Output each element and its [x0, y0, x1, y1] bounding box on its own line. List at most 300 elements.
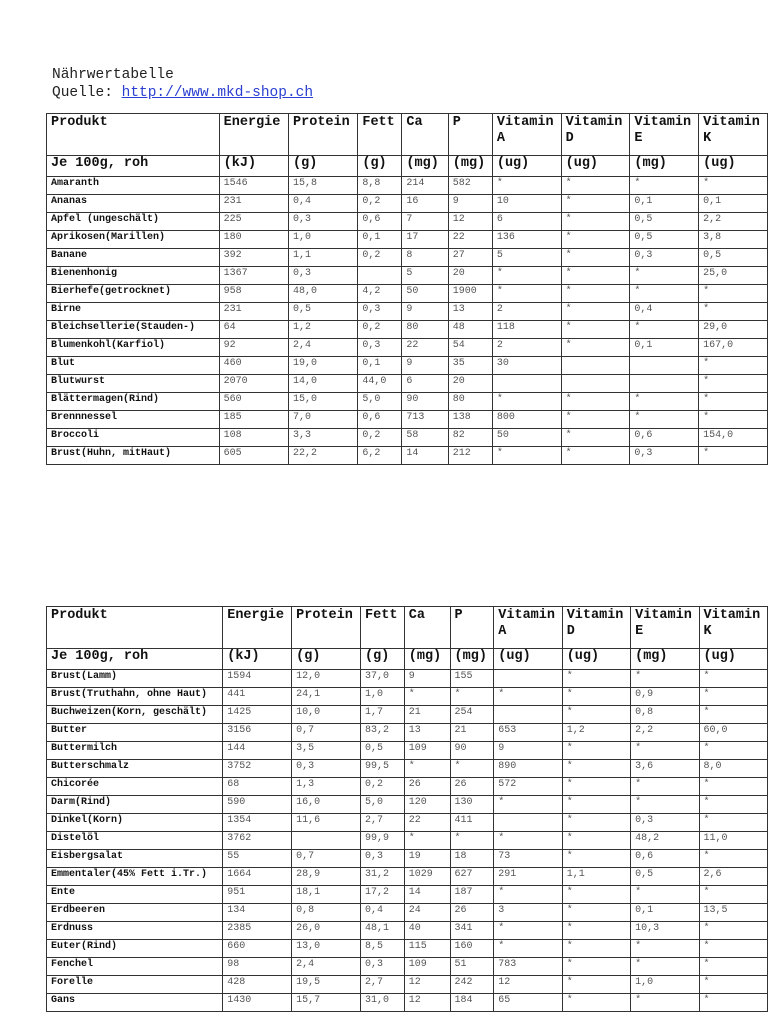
column-unit-vitamin-e: (mg) — [631, 649, 699, 670]
cell-vitamin-a: 572 — [494, 778, 562, 796]
cell-protein: 7,0 — [289, 411, 358, 429]
table-row — [47, 357, 768, 375]
table-row — [47, 447, 768, 465]
cell-vitamin-k: * — [699, 688, 768, 706]
column-unit-p: (mg) — [450, 649, 494, 670]
cell-vitamin-a: 118 — [492, 321, 561, 339]
cell-protein: 15,0 — [289, 393, 358, 411]
header-row-units — [47, 156, 768, 177]
cell-vitamin-a: 5 — [492, 249, 561, 267]
cell-vitamin-d: * — [562, 904, 630, 922]
cell-vitamin-e: * — [631, 994, 699, 1012]
cell-protein: 16,0 — [292, 796, 361, 814]
cell-fett: 2,7 — [361, 976, 405, 994]
column-unit-vitamin-d: (ug) — [562, 649, 630, 670]
cell-vitamin-e: 48,2 — [631, 832, 699, 850]
table-row — [47, 742, 768, 760]
table-row — [47, 994, 768, 1012]
cell-vitamin-e: 0,1 — [630, 339, 699, 357]
cell-vitamin-e — [630, 375, 699, 393]
table-row — [47, 249, 768, 267]
column-unit-vitamin-k: (ug) — [699, 156, 768, 177]
cell-fett: 1,0 — [361, 688, 405, 706]
cell-p: * — [450, 832, 494, 850]
cell-vitamin-d — [561, 357, 630, 375]
cell-vitamin-k: 13,5 — [699, 904, 768, 922]
cell-vitamin-e: * — [630, 285, 699, 303]
cell-energie: 605 — [219, 447, 288, 465]
cell-vitamin-d: * — [561, 447, 630, 465]
cell-energie: 951 — [223, 886, 292, 904]
cell-ca: 50 — [402, 285, 448, 303]
table-row — [47, 429, 768, 447]
cell-energie: 441 — [223, 688, 292, 706]
cell-vitamin-d: * — [561, 231, 630, 249]
cell-vitamin-k: 0,5 — [699, 249, 768, 267]
column-unit-vitamin-e: (mg) — [630, 156, 699, 177]
cell-energie: 1546 — [219, 177, 288, 195]
column-header-vitamin-d: Vitamin D — [561, 114, 630, 156]
cell-ca: 21 — [404, 706, 450, 724]
column-header-vitamin-a: Vitamin A — [492, 114, 561, 156]
cell-vitamin-a: * — [494, 796, 562, 814]
cell-vitamin-e: 10,3 — [631, 922, 699, 940]
cell-ca: 16 — [402, 195, 448, 213]
cell-vitamin-e: 1,0 — [631, 976, 699, 994]
column-header-energie: Energie — [223, 607, 292, 649]
cell-vitamin-e: 3,6 — [631, 760, 699, 778]
table-row — [47, 411, 768, 429]
cell-p: 18 — [450, 850, 494, 868]
cell-p: 26 — [450, 778, 494, 796]
cell-energie: 590 — [223, 796, 292, 814]
cell-vitamin-d: * — [562, 796, 630, 814]
cell-vitamin-a: 6 — [492, 213, 561, 231]
table-row — [47, 321, 768, 339]
cell-vitamin-e: 0,6 — [630, 429, 699, 447]
cell-produkt: Apfel (ungeschält) — [47, 213, 220, 231]
cell-energie: 428 — [223, 976, 292, 994]
cell-fett: 17,2 — [361, 886, 405, 904]
cell-produkt: Bierhefe(getrocknet) — [47, 285, 220, 303]
cell-produkt: Distelöl — [47, 832, 223, 850]
cell-produkt: Dinkel(Korn) — [47, 814, 223, 832]
cell-vitamin-k: * — [699, 994, 768, 1012]
cell-ca: 7 — [402, 213, 448, 231]
cell-energie: 1425 — [223, 706, 292, 724]
cell-p: 138 — [448, 411, 492, 429]
table-row — [47, 814, 768, 832]
cell-protein: 0,5 — [289, 303, 358, 321]
cell-vitamin-d: * — [562, 994, 630, 1012]
column-header-energie: Energie — [219, 114, 288, 156]
column-unit-fett: (g) — [361, 649, 405, 670]
cell-energie: 2070 — [219, 375, 288, 393]
cell-produkt: Erdnuss — [47, 922, 223, 940]
cell-produkt: Buttermilch — [47, 742, 223, 760]
cell-protein: 13,0 — [292, 940, 361, 958]
cell-vitamin-a: 73 — [494, 850, 562, 868]
cell-vitamin-k: * — [699, 958, 768, 976]
column-unit-energie: (kJ) — [219, 156, 288, 177]
cell-vitamin-a: * — [492, 285, 561, 303]
table-row — [47, 339, 768, 357]
cell-ca: 22 — [404, 814, 450, 832]
table-row — [47, 904, 768, 922]
cell-protein: 0,4 — [289, 195, 358, 213]
cell-p: 242 — [450, 976, 494, 994]
cell-vitamin-e: 0,3 — [630, 447, 699, 465]
cell-protein: 12,0 — [292, 670, 361, 688]
cell-fett: 0,3 — [361, 850, 405, 868]
cell-vitamin-a: 30 — [492, 357, 561, 375]
cell-energie: 225 — [219, 213, 288, 231]
cell-vitamin-e: * — [631, 940, 699, 958]
cell-protein: 0,7 — [292, 850, 361, 868]
cell-ca: * — [404, 832, 450, 850]
column-unit-produkt: Je 100g, roh — [47, 649, 223, 670]
cell-energie: 2385 — [223, 922, 292, 940]
cell-vitamin-k: 60,0 — [699, 724, 768, 742]
cell-produkt: Ananas — [47, 195, 220, 213]
cell-ca: 5 — [402, 267, 448, 285]
cell-vitamin-d: * — [561, 321, 630, 339]
cell-vitamin-d: * — [562, 760, 630, 778]
cell-produkt: Blättermagen(Rind) — [47, 393, 220, 411]
cell-produkt: Bienenhonig — [47, 267, 220, 285]
cell-protein: 2,4 — [292, 958, 361, 976]
cell-ca: 6 — [402, 375, 448, 393]
cell-vitamin-d: 1,1 — [562, 868, 630, 886]
cell-vitamin-e: * — [630, 321, 699, 339]
nutrition-table-2 — [46, 606, 768, 1012]
cell-vitamin-k: * — [699, 670, 768, 688]
cell-produkt: Emmentaler(45% Fett i.Tr.) — [47, 868, 223, 886]
cell-vitamin-a: 291 — [494, 868, 562, 886]
column-unit-vitamin-d: (ug) — [561, 156, 630, 177]
cell-vitamin-e: 0,5 — [630, 231, 699, 249]
cell-vitamin-a: 136 — [492, 231, 561, 249]
cell-produkt: Brust(Huhn, mitHaut) — [47, 447, 220, 465]
cell-fett: 31,0 — [361, 994, 405, 1012]
cell-ca: 19 — [404, 850, 450, 868]
cell-vitamin-d: * — [561, 393, 630, 411]
cell-ca: 109 — [404, 958, 450, 976]
cell-fett: 48,1 — [361, 922, 405, 940]
cell-energie: 1430 — [223, 994, 292, 1012]
source-link[interactable]: http://www.mkd-shop.ch — [121, 85, 314, 101]
cell-vitamin-a: 653 — [494, 724, 562, 742]
cell-protein: 15,8 — [289, 177, 358, 195]
cell-vitamin-d — [561, 375, 630, 393]
cell-fett: 0,1 — [358, 357, 402, 375]
cell-fett: 0,2 — [358, 321, 402, 339]
cell-protein: 3,5 — [292, 742, 361, 760]
cell-ca: 80 — [402, 321, 448, 339]
cell-ca: 24 — [404, 904, 450, 922]
cell-produkt: Buchweizen(Korn, geschält) — [47, 706, 223, 724]
cell-produkt: Brust(Truthahn, ohne Haut) — [47, 688, 223, 706]
cell-vitamin-a: * — [494, 688, 562, 706]
cell-energie: 3156 — [223, 724, 292, 742]
cell-p: 13 — [448, 303, 492, 321]
cell-energie: 108 — [219, 429, 288, 447]
nutrition-table-1 — [46, 113, 768, 465]
cell-protein: 28,9 — [292, 868, 361, 886]
cell-energie: 68 — [223, 778, 292, 796]
cell-energie: 144 — [223, 742, 292, 760]
cell-energie: 3762 — [223, 832, 292, 850]
cell-p: 90 — [450, 742, 494, 760]
cell-produkt: Blumenkohl(Karfiol) — [47, 339, 220, 357]
cell-produkt: Gans — [47, 994, 223, 1012]
cell-vitamin-k: * — [699, 375, 768, 393]
column-header-ca: Ca — [404, 607, 450, 649]
cell-vitamin-a: * — [494, 940, 562, 958]
cell-ca: 14 — [404, 886, 450, 904]
cell-p: 35 — [448, 357, 492, 375]
cell-fett: 83,2 — [361, 724, 405, 742]
cell-produkt: Butterschmalz — [47, 760, 223, 778]
cell-vitamin-d: * — [562, 670, 630, 688]
cell-vitamin-k: * — [699, 303, 768, 321]
cell-vitamin-d: * — [561, 249, 630, 267]
cell-protein: 1,3 — [292, 778, 361, 796]
cell-ca: 12 — [404, 994, 450, 1012]
cell-vitamin-e: 0,5 — [631, 868, 699, 886]
cell-fett: 44,0 — [358, 375, 402, 393]
table-body — [47, 670, 768, 1012]
column-unit-protein: (g) — [292, 649, 361, 670]
cell-vitamin-a: * — [494, 922, 562, 940]
cell-protein: 19,5 — [292, 976, 361, 994]
table-row — [47, 922, 768, 940]
cell-produkt: Ente — [47, 886, 223, 904]
table-row — [47, 688, 768, 706]
table-row — [47, 177, 768, 195]
cell-vitamin-k: * — [699, 778, 768, 796]
cell-vitamin-a: 3 — [494, 904, 562, 922]
cell-fett: 37,0 — [361, 670, 405, 688]
cell-p: 411 — [450, 814, 494, 832]
cell-ca: 8 — [402, 249, 448, 267]
cell-vitamin-k: 2,2 — [699, 213, 768, 231]
table-row — [47, 213, 768, 231]
cell-energie: 231 — [219, 303, 288, 321]
cell-p: 130 — [450, 796, 494, 814]
cell-vitamin-d: * — [562, 814, 630, 832]
cell-energie: 55 — [223, 850, 292, 868]
cell-ca: 13 — [404, 724, 450, 742]
cell-vitamin-a: 9 — [494, 742, 562, 760]
cell-vitamin-a: 890 — [494, 760, 562, 778]
cell-p: 27 — [448, 249, 492, 267]
cell-energie: 1367 — [219, 267, 288, 285]
cell-vitamin-d: * — [562, 886, 630, 904]
cell-p: 22 — [448, 231, 492, 249]
cell-vitamin-a: 800 — [492, 411, 561, 429]
cell-vitamin-d: 1,2 — [562, 724, 630, 742]
cell-vitamin-k: * — [699, 357, 768, 375]
column-header-protein: Protein — [292, 607, 361, 649]
cell-fett: 0,2 — [358, 249, 402, 267]
cell-fett: 0,2 — [361, 778, 405, 796]
cell-fett: 0,2 — [358, 195, 402, 213]
table-row — [47, 285, 768, 303]
table-row — [47, 958, 768, 976]
cell-vitamin-k: 3,8 — [699, 231, 768, 249]
cell-protein: 14,0 — [289, 375, 358, 393]
cell-ca: 40 — [404, 922, 450, 940]
cell-p: 26 — [450, 904, 494, 922]
cell-produkt: Fenchel — [47, 958, 223, 976]
cell-vitamin-a: 2 — [492, 339, 561, 357]
cell-vitamin-d: * — [562, 742, 630, 760]
cell-produkt: Butter — [47, 724, 223, 742]
cell-energie: 98 — [223, 958, 292, 976]
table-row — [47, 303, 768, 321]
cell-vitamin-e: 0,4 — [630, 303, 699, 321]
cell-vitamin-a: 50 — [492, 429, 561, 447]
cell-produkt: Erdbeeren — [47, 904, 223, 922]
cell-fett: 8,8 — [358, 177, 402, 195]
cell-vitamin-a: 65 — [494, 994, 562, 1012]
cell-vitamin-k: 154,0 — [699, 429, 768, 447]
cell-vitamin-e: 0,1 — [630, 195, 699, 213]
cell-vitamin-k: * — [699, 411, 768, 429]
cell-vitamin-k: 0,1 — [699, 195, 768, 213]
cell-vitamin-d: * — [561, 339, 630, 357]
cell-p: 9 — [448, 195, 492, 213]
cell-vitamin-d: * — [562, 688, 630, 706]
cell-ca: 58 — [402, 429, 448, 447]
table-row — [47, 231, 768, 249]
cell-vitamin-k: 25,0 — [699, 267, 768, 285]
cell-produkt: Banane — [47, 249, 220, 267]
cell-vitamin-d: * — [562, 706, 630, 724]
cell-p: 82 — [448, 429, 492, 447]
column-header-fett: Fett — [361, 607, 405, 649]
table-row — [47, 976, 768, 994]
column-unit-vitamin-a: (ug) — [492, 156, 561, 177]
table-row — [47, 832, 768, 850]
cell-p: 341 — [450, 922, 494, 940]
cell-p: 1900 — [448, 285, 492, 303]
cell-vitamin-k: * — [699, 742, 768, 760]
column-header-produkt: Produkt — [47, 114, 220, 156]
cell-fett: 0,3 — [361, 958, 405, 976]
cell-vitamin-e: 0,3 — [631, 814, 699, 832]
cell-vitamin-e: 0,5 — [630, 213, 699, 231]
cell-vitamin-e: * — [630, 267, 699, 285]
cell-produkt: Bleichsellerie(Stauden-) — [47, 321, 220, 339]
cell-vitamin-k: 8,0 — [699, 760, 768, 778]
cell-p: 582 — [448, 177, 492, 195]
cell-fett: 4,2 — [358, 285, 402, 303]
column-unit-ca: (mg) — [404, 649, 450, 670]
cell-vitamin-d: * — [562, 940, 630, 958]
cell-produkt: Broccoli — [47, 429, 220, 447]
table-row — [47, 195, 768, 213]
column-unit-vitamin-k: (ug) — [699, 649, 768, 670]
cell-vitamin-e: 0,1 — [631, 904, 699, 922]
column-unit-vitamin-a: (ug) — [494, 649, 562, 670]
table-body — [47, 177, 768, 465]
cell-produkt: Eisbergsalat — [47, 850, 223, 868]
cell-ca: * — [404, 760, 450, 778]
cell-protein: 0,3 — [289, 213, 358, 231]
cell-p: 160 — [450, 940, 494, 958]
column-unit-p: (mg) — [448, 156, 492, 177]
table-row — [47, 375, 768, 393]
cell-p: 54 — [448, 339, 492, 357]
cell-fett: 8,5 — [361, 940, 405, 958]
cell-ca: 9 — [404, 670, 450, 688]
cell-vitamin-e: * — [630, 177, 699, 195]
cell-produkt: Amaranth — [47, 177, 220, 195]
cell-protein: 3,3 — [289, 429, 358, 447]
cell-ca: 1029 — [404, 868, 450, 886]
table-row — [47, 760, 768, 778]
cell-vitamin-e: 2,2 — [631, 724, 699, 742]
column-header-p: P — [448, 114, 492, 156]
cell-fett: 0,1 — [358, 231, 402, 249]
cell-energie: 660 — [223, 940, 292, 958]
cell-vitamin-k: 2,6 — [699, 868, 768, 886]
cell-p: * — [450, 760, 494, 778]
cell-ca: 90 — [402, 393, 448, 411]
cell-vitamin-a: * — [492, 447, 561, 465]
cell-p: 184 — [450, 994, 494, 1012]
cell-p: 627 — [450, 868, 494, 886]
column-unit-produkt: Je 100g, roh — [47, 156, 220, 177]
cell-protein: 48,0 — [289, 285, 358, 303]
cell-fett: 0,6 — [358, 213, 402, 231]
cell-vitamin-k: 11,0 — [699, 832, 768, 850]
cell-vitamin-k: * — [699, 706, 768, 724]
cell-energie: 1664 — [223, 868, 292, 886]
cell-fett: 5,0 — [358, 393, 402, 411]
cell-fett: 0,3 — [358, 303, 402, 321]
cell-fett: 99,5 — [361, 760, 405, 778]
header-row-labels — [47, 114, 768, 156]
cell-vitamin-a: 10 — [492, 195, 561, 213]
cell-ca: 26 — [404, 778, 450, 796]
cell-protein: 2,4 — [289, 339, 358, 357]
cell-p: 187 — [450, 886, 494, 904]
cell-fett: 0,4 — [361, 904, 405, 922]
source-label: Quelle: — [52, 85, 113, 101]
cell-energie: 958 — [219, 285, 288, 303]
column-unit-fett: (g) — [358, 156, 402, 177]
cell-vitamin-d: * — [562, 976, 630, 994]
cell-ca: 120 — [404, 796, 450, 814]
document-title: Nährwertabelle — [52, 67, 174, 83]
cell-energie: 185 — [219, 411, 288, 429]
cell-vitamin-k: 167,0 — [699, 339, 768, 357]
cell-p: 51 — [450, 958, 494, 976]
cell-vitamin-e: * — [631, 742, 699, 760]
cell-vitamin-k: * — [699, 814, 768, 832]
cell-energie: 3752 — [223, 760, 292, 778]
table-row — [47, 393, 768, 411]
cell-vitamin-e: 0,3 — [630, 249, 699, 267]
table-row — [47, 778, 768, 796]
cell-vitamin-k: * — [699, 796, 768, 814]
cell-fett: 5,0 — [361, 796, 405, 814]
cell-vitamin-d: * — [562, 922, 630, 940]
cell-fett: 0,6 — [358, 411, 402, 429]
